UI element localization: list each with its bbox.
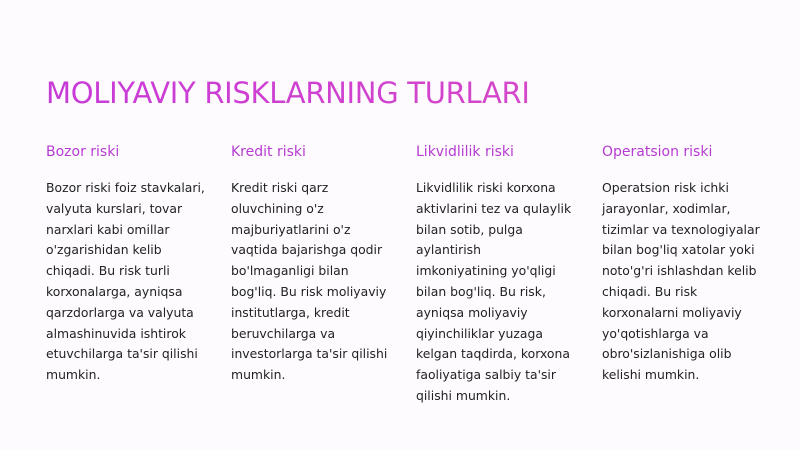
column-likvidlilik-riski	[416, 144, 576, 407]
column-heading: Kredit riski	[231, 144, 306, 160]
column-body: Operatsion risk ichki jarayonlar, xodimlar, tizimlar va texnologiyalar bilan bog'liq xatolar yoki noto'g'ri ishlashdan kelib chiqadi. Bu risk korxonalarni moliyaviy yo'qotishlarga va obro'sizlanishiga olib kelishi mumkin.	[602, 180, 760, 383]
column-heading: Operatsion riski	[602, 144, 713, 160]
column-operatsion-riski	[602, 144, 762, 386]
column-body: Likvidlilik riski korxona aktivlarini tez va qulaylik bilan sotib, pulga aylantirish imkoniyatining yo'qligi bilan bog'liq. Bu risk, ayniqsa moliyaviy qiyinchiliklar yuzaga kelgan taqdirda, korxona faoliyatiga salbiy ta'sir qilishi mumkin.	[416, 180, 572, 403]
column-heading: Likvidlilik riski	[416, 144, 514, 160]
column-kredit-riski	[231, 144, 391, 386]
column-heading: Bozor riski	[46, 144, 120, 160]
slide-title: MOLIYAVIY RISKLARNING TURLARI	[46, 76, 530, 110]
column-body: Kredit riski qarz oluvchining o'z majburiyatlarini o'z vaqtida bajarishga qodir bo'lmaganligi bilan bog'liq. Bu risk moliyaviy institutlarga, kredit beruvchilarga va investorlarga ta'sir qilishi mumkin.	[231, 180, 388, 383]
column-body: Bozor riski foiz stavkalari, valyuta kurslari, tovar narxlari kabi omillar o'zgarishidan kelib chiqadi. Bu risk turli korxonalarga, ayniqsa qarzdorlarga va valyuta almashinuvida ishtirok etuvchilarga ta'sir qilishi mumkin.	[46, 180, 205, 383]
column-bozor-riski	[46, 144, 206, 386]
